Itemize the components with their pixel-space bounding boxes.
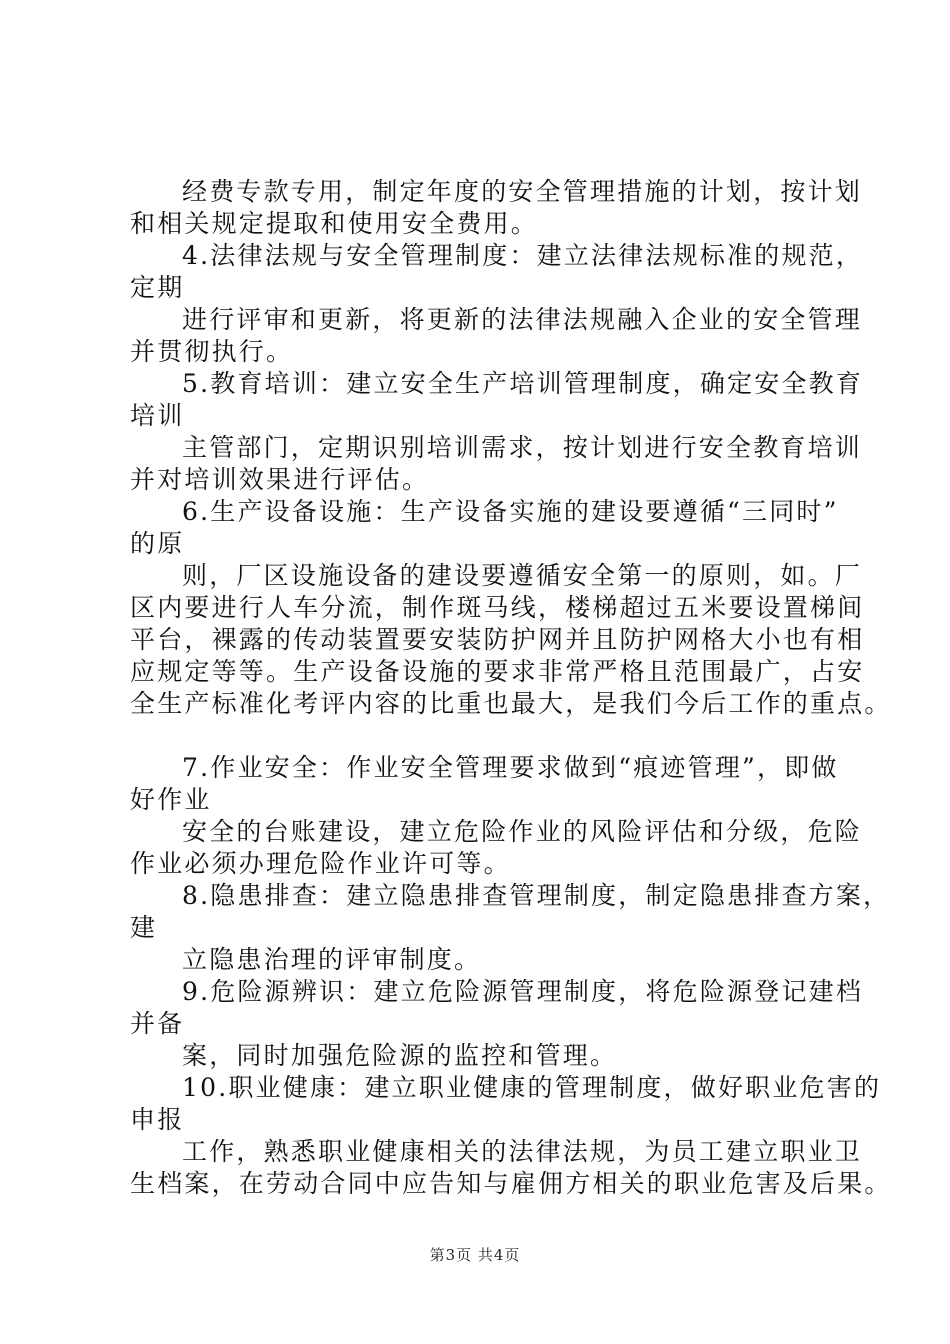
body-line: 培训 [130, 401, 185, 430]
body-line: 工作，熟悉职业健康相关的法律法规，为员工建立职业卫 [182, 1137, 863, 1166]
body-line: 好作业 [130, 785, 212, 814]
body-line: 10.职业健康：建立职业健康的管理制度，做好职业危害的 [182, 1073, 882, 1102]
body-line: 案，同时加强危险源的监控和管理。 [182, 1041, 618, 1070]
body-line: 区内要进行人车分流，制作斑马线，楼梯超过五米要设置梯间 [130, 593, 865, 622]
body-line: 和相关规定提取和使用安全费用。 [130, 209, 539, 238]
body-line: 并贯彻执行。 [130, 337, 294, 366]
body-line: 8.隐患排查：建立隐患排查管理制度，制定隐患排查方案， [182, 881, 891, 910]
body-line: 并对培训效果进行评估。 [130, 465, 430, 494]
body-line: 平台，裸露的传动装置要安装防护网并且防护网格大小也有相 [130, 625, 865, 654]
body-line: 全生产标准化考评内容的比重也最大，是我们今后工作的重点。 [130, 689, 892, 718]
body-line: 4.法律法规与安全管理制度：建立法律法规标准的规范， [182, 241, 864, 270]
body-line: 进行评审和更新，将更新的法律法规融入企业的安全管理 [182, 305, 863, 334]
body-line: 9.危险源辨识：建立危险源管理制度，将危险源登记建档 [182, 977, 864, 1006]
body-line: 主管部门，定期识别培训需求，按计划进行安全教育培训 [182, 433, 863, 462]
body-line: 5.教育培训：建立安全生产培训管理制度，确定安全教育 [182, 369, 864, 398]
body-line: 则，厂区设施设备的建设要遵循安全第一的原则，如。厂 [182, 561, 863, 590]
body-line: 建 [130, 913, 158, 942]
body-line: 定期 [130, 273, 185, 302]
body-line: 生档案，在劳动合同中应告知与雇佣方相关的职业危害及后果。 [130, 1169, 892, 1198]
body-line: 申报 [130, 1105, 185, 1134]
body-line: 经费专款专用，制定年度的安全管理措施的计划，按计划 [182, 177, 863, 206]
body-line: 应规定等等。生产设备设施的要求非常严格且范围最广，占安 [130, 657, 865, 686]
body-line: 作业必须办理危险作业许可等。 [130, 849, 511, 878]
body-line: 7.作业安全：作业安全管理要求做到“痕迹管理”，即做 [182, 753, 839, 782]
page-number: 第3页 共4页 [429, 1246, 521, 1264]
body-line: 6.生产设备设施：生产设备实施的建设要遵循“三同时” [182, 497, 839, 526]
body-line: 并备 [130, 1009, 185, 1038]
body-line: 立隐患治理的评审制度。 [182, 945, 482, 974]
body-line: 安全的台账建设，建立危险作业的风险评估和分级，危险 [182, 817, 863, 846]
body-line: 的原 [130, 529, 185, 558]
